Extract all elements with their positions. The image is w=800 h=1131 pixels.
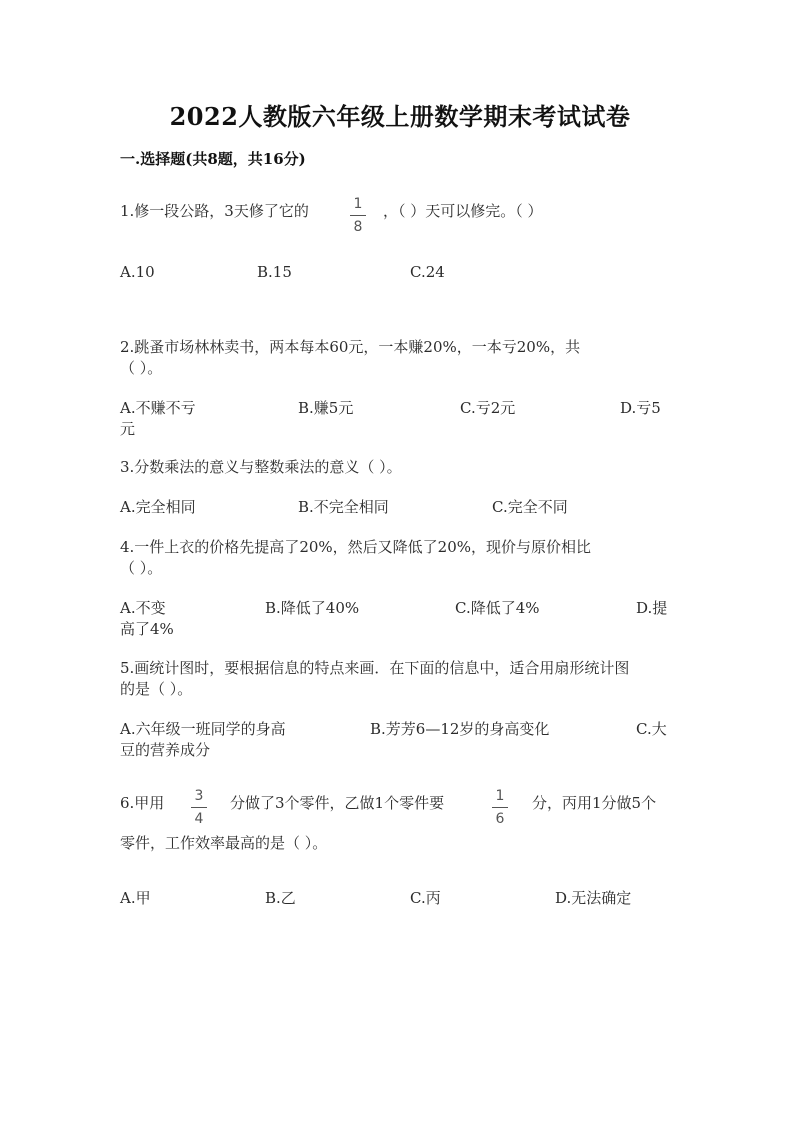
fraction-bar	[191, 807, 207, 808]
q6-option-d[interactable]: D.无法确定	[555, 889, 632, 907]
q4-stem-line1: 4.一件上衣的价格先提高了20%，然后又降低了20%，现价与原价相比	[120, 538, 591, 556]
q2-option-a[interactable]: A.不赚不亏	[120, 399, 196, 417]
q5-option-c[interactable]: C.大	[636, 720, 667, 738]
q5-option-b[interactable]: B.芳芳6—12岁的身高变化	[370, 720, 550, 738]
q3-option-b[interactable]: B.不完全相同	[298, 498, 389, 516]
fraction-bar	[350, 215, 366, 216]
q2-option-d-wrap: 元	[120, 420, 136, 438]
q1-stem-end: ，（ ）天可以修完。（ ）	[383, 202, 543, 220]
page-title: 2022人教版六年级上册数学期末考试试卷	[169, 102, 631, 131]
q6-option-a[interactable]: A.甲	[120, 889, 151, 907]
q4-stem-line2: （ ）。	[120, 559, 163, 577]
q4-option-b[interactable]: B.降低了40%	[265, 599, 360, 617]
q6-fraction-a-denominator: 4	[194, 811, 204, 827]
q6-fraction-b-denominator: 6	[495, 811, 505, 827]
q5-stem-line2: 的是（ ）。	[120, 680, 193, 698]
fraction-bar	[492, 807, 508, 808]
q1-fraction-numerator: 1	[353, 196, 363, 212]
q6-fraction-a	[189, 788, 209, 827]
q6-stem-middle: 分做了3个零件，乙做1个零件要	[230, 794, 445, 812]
q2-stem-line1: 2.跳蚤市场林林卖书，两本每本60元，一本赚20%，一本亏20%，共	[120, 338, 581, 356]
q2-option-d[interactable]: D.亏5	[620, 399, 661, 417]
q2-option-c[interactable]: C.亏2元	[460, 399, 516, 417]
q3-option-c[interactable]: C.完全不同	[492, 498, 568, 516]
q6-stem-line2: 零件，工作效率最高的是（ ）。	[120, 834, 328, 852]
section-heading: 一.选择题(共8题，共16分)	[120, 150, 306, 168]
q6-fraction-b	[490, 788, 510, 827]
q6-fraction-a-numerator: 3	[194, 788, 204, 804]
q4-option-d[interactable]: D.提	[636, 599, 668, 617]
q5-stem-line1: 5.画统计图时，要根据信息的特点来画．在下面的信息中，适合用扇形统计图	[120, 659, 630, 677]
q1-option-c[interactable]: C.24	[410, 263, 445, 281]
q1-option-b[interactable]: B.15	[257, 263, 292, 281]
q5-option-c-wrap: 豆的营养成分	[120, 741, 211, 759]
q6-stem-start: 6.甲用	[120, 794, 165, 812]
q2-option-b[interactable]: B.赚5元	[298, 399, 354, 417]
q1-stem-start: 1.修一段公路，3天修了它的	[120, 202, 309, 220]
q1-option-a[interactable]: A.10	[120, 263, 155, 281]
q1-fraction-denominator: 8	[353, 219, 363, 235]
q6-option-b[interactable]: B.乙	[265, 889, 296, 907]
q3-stem: 3.分数乘法的意义与整数乘法的意义（ ）。	[120, 458, 402, 476]
q4-option-a[interactable]: A.不变	[120, 599, 166, 617]
q2-stem-line2: （ ）。	[120, 359, 163, 377]
q1-fraction	[348, 196, 368, 235]
q4-option-c[interactable]: C.降低了4%	[455, 599, 540, 617]
q6-stem-end: 分，丙用1分做5个	[532, 794, 657, 812]
q6-option-c[interactable]: C.丙	[410, 889, 441, 907]
q3-option-a[interactable]: A.完全相同	[120, 498, 196, 516]
q4-option-d-wrap: 高了4%	[120, 620, 174, 638]
q6-fraction-b-numerator: 1	[495, 788, 505, 804]
q5-option-a[interactable]: A.六年级一班同学的身高	[120, 720, 286, 738]
